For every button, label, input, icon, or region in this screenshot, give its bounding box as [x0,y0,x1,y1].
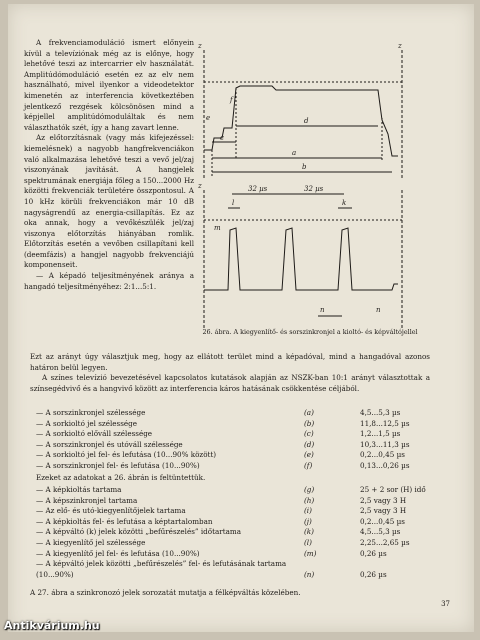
page-number: 37 [441,600,450,608]
closing-paragraph: A 27. ábra a szinkronozó jelek sorozatát mutatja a félképváltás közelében. [30,588,301,597]
spec-list-line-sync [36,408,416,472]
spec-row: — A sorkioltó előváll szélessége (c) 1,2...1,5 µs [36,429,401,439]
spec-row: — Az elő- és utó-kiegyenlítőjelek tartama (i) 2,5 vagy 3 H [36,506,407,516]
spec-row: — A sorszinkronjel és utóváll szélessége (d) 10,3...11,3 µs [36,439,410,449]
label-f: f [230,96,233,104]
spec-row: — A képkioltás fel- és lefutása a képtartalomban (j) 0,2...0,45 µs [36,516,405,526]
spec-intro: Ezeket az adatokat a 26. ábrán is feltüntettük. [36,473,206,482]
spec-row: — A kiegyenlítő jel fel- és lefutása (10...90%) (m) 0,26 µs [36,548,387,558]
label-b: b [302,163,307,171]
paragraph-preemphasis: Az előtorzításnak (vagy más kifejezéssel: kiemelésnek) a nagyobb hangfrekvenciákon való alkalmazása lehetővé teszi a vevő jel/zaj viszonyának javítását. A hangjelek spektrumának energiája főleg a 150...2000 Hz közötti frekvenciák területére összpontosul. A 10 kHz körüli frekvenciákon már 10 dB nagyságrendű az energia-csillapítás. Ez az oka annak, hogy a vevőkészülék jel/zaj viszonya előtorzítás hiányában romlik. Előtorzítás esetén a vevőben csillapítani kell (deemfázis) a hangjel nagyobb frekvenciájú komponenseit. [24,133,194,270]
label-dim-2: 32 µs [304,185,324,193]
spec-list-frame-sync [36,485,426,580]
spec-row: — A sorszinkronjel szélessége (a) 4,5...5,3 µs [36,408,401,417]
watermark-text: Antikvárium.hu [4,619,100,632]
paragraph-power-ratio: — A képadó teljesítményének aránya a hangadó teljesítményéhez: 2:1...5:1. [24,271,194,291]
spec-row: — A képváltó jelek közötti „befűrészelés” fel- és lefutásának tartama (10...90%) (n) 0,26 µs [36,559,387,579]
figure-26-diagram [192,30,422,348]
spec-row: — A sorkioltó jel fel- és lefutása (10...90% között) (e) 0,2...0,45 µs [36,450,405,460]
label-c: c [220,134,224,142]
label-k: k [342,199,347,207]
label-z-right: z [398,42,402,50]
spec-row: — A sorkioltó jel szélessége (b) 11,8...12,5 µs [36,418,410,428]
label-m: m [214,224,221,232]
paragraph-color-tv: A színes televízió bevezetésével kapcsolatos kutatások alapján az NSZK-ban 10:1 arányt választottak a színsegédvivő és a hangvivő között az interferencia káros hatásának csökkentése céljából. [30,373,430,393]
paragraph-fm: A frekvenciamoduláció ismert előnyein kívül a televíziónak még az is előnye, hogy lehetővé teszi az intercarrier elv használatát. Amplitúdómoduláció esetén ez az elv nem használható, mivel ilyenkor a videodetektor kimenetén az interferencia következtében jelentkező rezgések kölcsönösen mind a képjellel amplitúdómoduláltak és nem választhatók szét, így a hang zavart lenne. [24,38,194,132]
figure-caption: 26. ábra. A kiegyenlítő- és sorszinkronjel a kioltó- és képváltójellel [202,328,418,336]
spec-row: — A sorszinkronjel fel- és lefutása (10...90%) (f) 0,13...0,26 µs [36,460,410,470]
label-z-lower: z [198,182,202,190]
spec-row: — A képszinkronjel tartama (h) 2,5 vagy 3 H [36,495,407,505]
left-column-text [24,38,194,292]
label-e: e [206,114,211,122]
spec-row: — A képkioltás tartama (g) 25 + 2 sor (H) idő [36,485,426,494]
label-n-2: n [376,306,381,314]
paragraph-coverage: Ezt az arányt úgy választjuk meg, hogy az ellátott terület mind a képadóval, mind a hangadóval azonos határon belül legyen. [30,352,430,372]
label-a: a [292,149,297,157]
label-d: d [304,117,309,125]
body-text [30,352,430,394]
label-l: l [232,199,235,207]
label-dim-1: 32 µs [248,185,268,193]
label-z-upper: z [198,42,202,50]
spec-row: — A képváltó (k) jelek közötti „befűrészelés” időtartama (k) 4,5...5,3 µs [36,527,401,537]
label-n-1: n [320,306,325,314]
spec-row: — A kiegyenlítő jel szélessége (l) 2,25...2,65 µs [36,537,410,547]
